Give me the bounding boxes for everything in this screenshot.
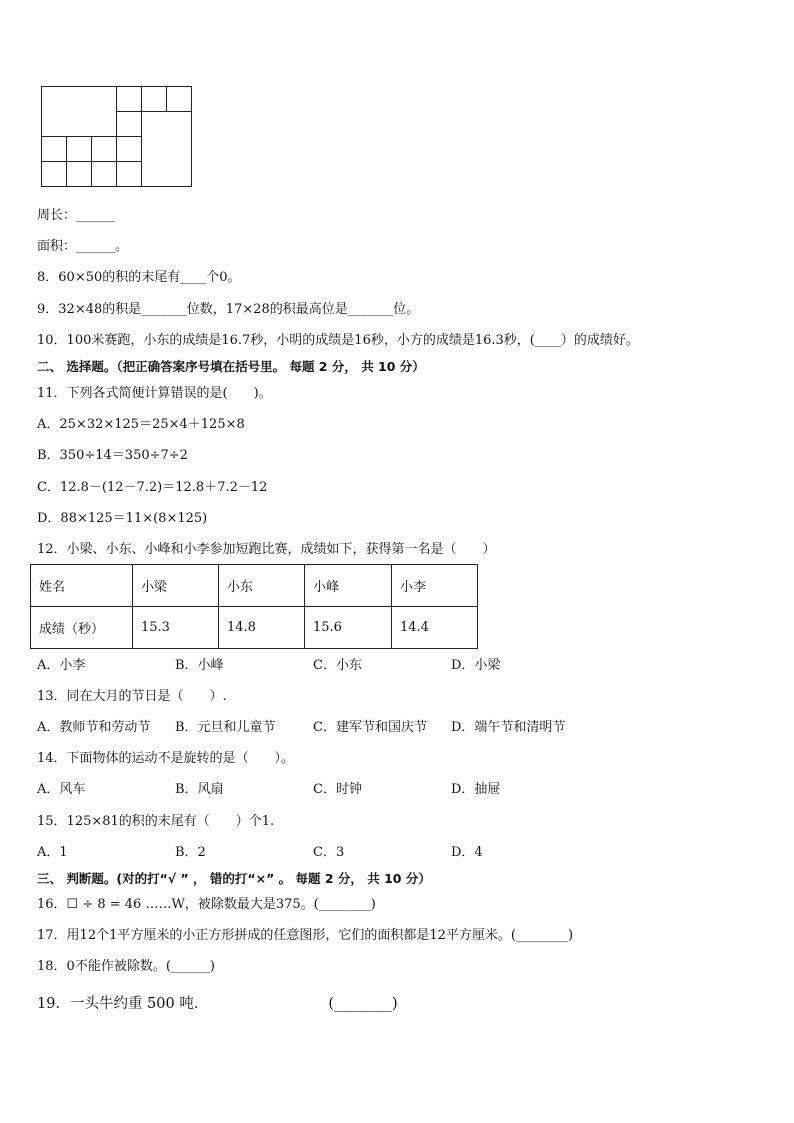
perimeter-blank[interactable]: ______	[76, 208, 116, 223]
question-11-option-a[interactable]: A．25×32×125＝25×4＋125×8	[37, 417, 245, 432]
question-18: 18．0不能作被除数。(______)	[37, 959, 215, 974]
question-12-option-d[interactable]: D．小梁	[451, 658, 501, 673]
section-3-heading: 三、 判断题。(对的打“√ ” ， 错的打“×” 。 每题 2 分， 共 10 分）	[37, 871, 431, 886]
question-10: 10．100米赛跑，小东的成绩是16.7秒，小明的成绩是16秒，小方的成绩是16.3秒，(____）的成绩好。	[37, 333, 639, 348]
question-14-option-c[interactable]: C．时钟	[313, 782, 362, 797]
question-12-option-b[interactable]: B．小峰	[175, 658, 224, 673]
question-16: 16．☐ ÷ 8 = 46 ……W，被除数最大是375。(________)	[37, 897, 376, 912]
perimeter-line	[37, 207, 115, 225]
section-2-heading: 二、 选择题。（把正确答案序号填在括号里。 每题 2 分， 共 10 分）	[37, 359, 425, 374]
question-11-option-c[interactable]: C．12.8－(12－7.2)＝12.8＋7.2－12	[37, 480, 268, 495]
table-cell: 成绩（秒）	[31, 607, 133, 649]
question-14-option-d[interactable]: D．抽屉	[451, 782, 501, 797]
question-13-option-d[interactable]: D．端午节和清明节	[451, 720, 566, 735]
question-11-option-d[interactable]: D．88×125＝11×(8×125)	[37, 511, 208, 526]
question-15-option-d[interactable]: D．4	[451, 845, 483, 860]
area-end: 。	[115, 239, 129, 254]
question-8: 8．60×50的积的末尾有____个0。	[37, 270, 241, 285]
question-15-options	[37, 844, 589, 862]
question-15-stem: 15．125×81的积的末尾有（ ）个1.	[37, 814, 275, 829]
area-label: 面积：	[37, 239, 77, 254]
question-13-option-a[interactable]: A．教师节和劳动节	[37, 720, 151, 735]
question-14-stem: 14．下面物体的运动不是旋转的是（ ）。	[37, 751, 295, 766]
question-15-option-c[interactable]: C．3	[313, 845, 345, 860]
table-cell: 小峰	[305, 565, 392, 607]
question-11-stem: 11．下列各式简便计算错误的是( )。	[37, 386, 272, 401]
question-14-option-b[interactable]: B．风扇	[175, 782, 224, 797]
question-19-blank[interactable]: (________)	[328, 996, 398, 1012]
question-13-option-c[interactable]: C．建军节和国庆节	[313, 720, 427, 735]
question-14-options	[37, 781, 589, 799]
perimeter-label: 周长：	[37, 208, 77, 223]
question-15-option-a[interactable]: A．1	[37, 845, 68, 860]
question-11-option-b[interactable]: B．350÷14＝350÷7÷2	[37, 448, 188, 463]
question-12-option-c[interactable]: C．小东	[313, 658, 362, 673]
table-row	[31, 565, 478, 607]
table-cell: 15.3	[133, 607, 219, 649]
grid-figure	[41, 86, 191, 186]
table-cell: 小东	[219, 565, 305, 607]
question-19	[37, 995, 398, 1013]
area-line	[37, 238, 128, 256]
question-13-option-b[interactable]: B．元旦和儿童节	[175, 720, 276, 735]
table-cell: 小梁	[133, 565, 219, 607]
question-9: 9．32×48的积是_______位数，17×28的积最高位是_______位。	[37, 302, 420, 317]
question-19-text: 19．一头牛约重 500 吨．	[37, 996, 209, 1012]
question-17: 17．用12个1平方厘米的小正方形拼成的任意图形，它们的面积都是12平方厘米。(________)	[37, 928, 574, 943]
question-12-stem: 12．小梁、小东、小峰和小李参加短跑比赛，成绩如下，获得第一名是（ ）	[37, 542, 496, 557]
question-13-stem: 13．同在大月的节日是（ ）.	[37, 689, 227, 704]
score-table	[30, 564, 478, 649]
grid-figure-drawing	[41, 86, 193, 188]
table-cell: 14.4	[392, 607, 478, 649]
question-13-options	[37, 719, 589, 737]
table-cell: 14.8	[219, 607, 305, 649]
table-row	[31, 607, 478, 649]
table-cell: 姓名	[31, 565, 133, 607]
table-cell: 小李	[392, 565, 478, 607]
area-blank[interactable]: ______	[76, 239, 116, 254]
question-15-option-b[interactable]: B．2	[175, 845, 206, 860]
question-14-option-a[interactable]: A．风车	[37, 782, 86, 797]
table-cell: 15.6	[305, 607, 392, 649]
question-12-option-a[interactable]: A．小李	[37, 658, 86, 673]
question-12-options	[37, 657, 589, 675]
